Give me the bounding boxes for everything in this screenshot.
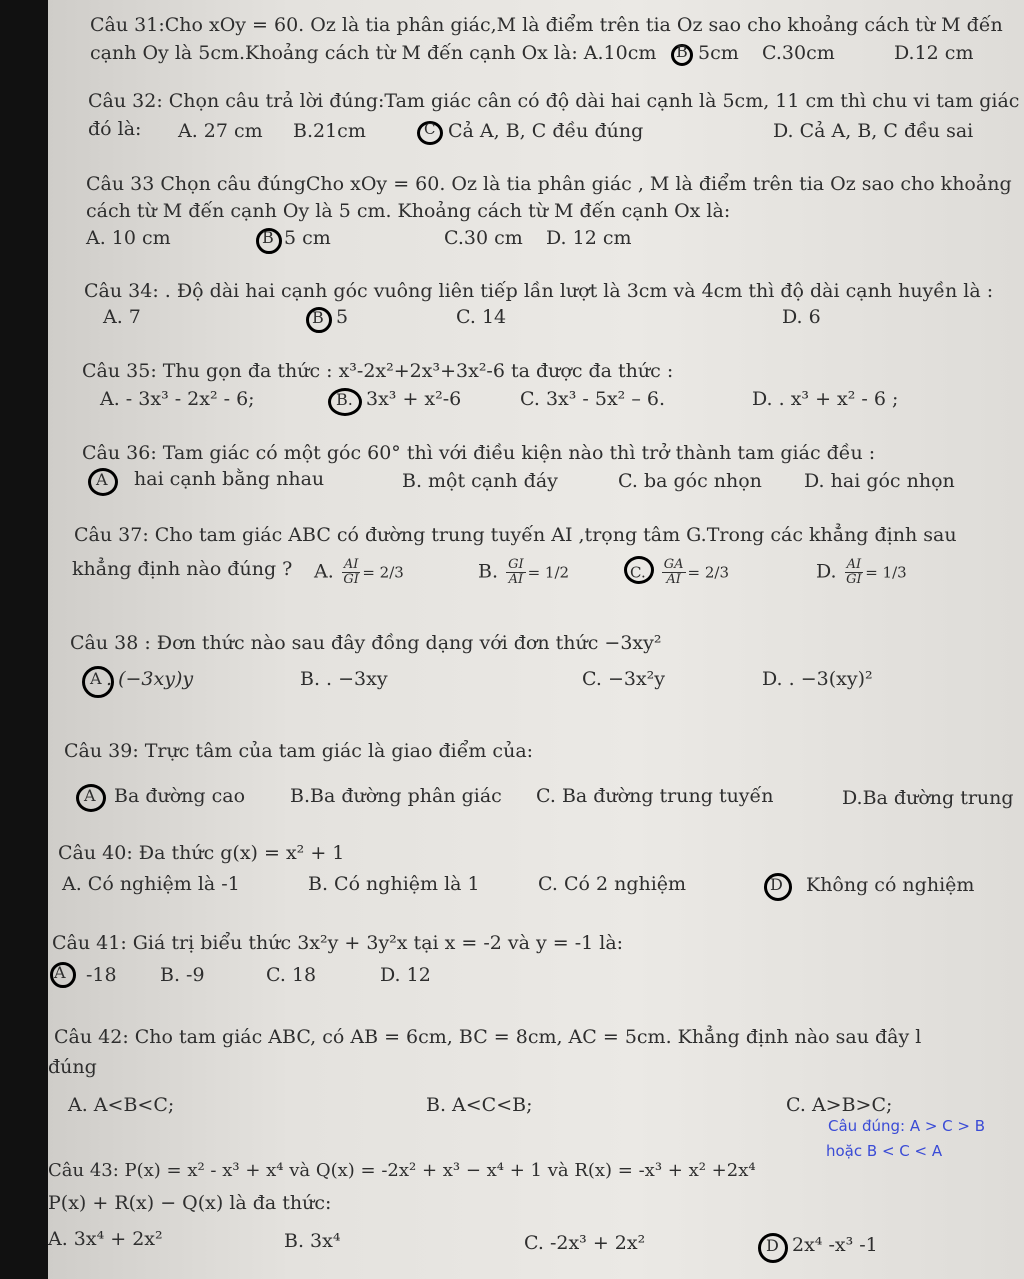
q40-option-d: Không có nghiệm [806,874,975,896]
q43-stem-line2: P(x) + R(x) − Q(x) là đa thức: [48,1192,332,1214]
q31-stem-line1: Câu 31:Cho xOy = 60. Oz là tia phân giác,M là điểm trên tia Oz sao cho khoảng cách từ M đến [90,14,1003,36]
q42-option-b: B. A<C<B; [426,1094,533,1116]
q33-option-d: D. 12 cm [546,227,632,249]
q37-option-d-letter: D. [816,560,837,583]
q32-stem-line2: đó là: [88,118,142,140]
q42-correct-note-2: hoặc B < C < A [826,1142,943,1160]
q37-d-denominator: GI [846,572,862,587]
q32-option-c-letter: C [424,120,436,138]
q37-option-b-fraction [506,558,526,587]
q37-b-denominator: AI [508,572,524,587]
q34-stem-line1: Câu 34: . Độ dài hai cạnh góc vuông liên tiếp lần lượt là 3cm và 4cm thì độ dài cạnh huyền là : [84,280,994,302]
q37-d-value: = 1/3 [865,563,907,582]
q39-option-c: C. Ba đường trung tuyến [536,785,774,807]
q38-stem-line1: Câu 38 : Đơn thức nào sau đây đồng dạng với đơn thức −3xy² [70,632,662,654]
q35-option-c: C. 3x³ - 5x² – 6. [520,388,665,410]
q35-option-b: 3x³ + x²-6 [366,388,462,410]
q41-option-a-letter: A [54,963,66,982]
q36-option-b: B. một cạnh đáy [402,470,558,492]
q37-d-numerator: AI [846,557,862,572]
q37-option-a-letter: A. [314,560,334,583]
q40-option-b: B. Có nghiệm là 1 [308,873,480,895]
q39-option-d: D.Ba đường trung [842,787,1014,809]
q39-option-a-letter: A [84,786,96,805]
q38-option-c: C. −3x²y [582,668,666,690]
q43-option-b: B. 3x⁴ [284,1230,341,1252]
q32-stem-line1: Câu 32: Chọn câu trả lời đúng:Tam giác cân có độ dài hai cạnh là 5cm, 11 cm thì chu vi tam giác [88,90,1020,112]
q38-option-d: D. . −3(xy)² [762,668,873,690]
q34-option-a: A. 7 [103,306,141,328]
q32-option-d: D. Cả A, B, C đều sai [773,120,974,142]
q43-option-d-letter: D [766,1236,779,1255]
q37-option-d [816,558,907,587]
q36-stem-line1: Câu 36: Tam giác có một góc 60° thì với điều kiện nào thì trở thành tam giác đều : [82,442,876,464]
q31-option-b-letter: B [676,42,688,61]
q37-option-c-letter: C. [630,563,646,582]
q42-correct-note-1: Câu đúng: A > C > B [828,1117,986,1135]
q41-option-c: C. 18 [266,964,317,986]
q37-a-denominator: GI [343,572,359,587]
q40-option-c: C. Có 2 nghiệm [538,873,687,895]
q31-option-c: C.30cm [762,42,835,64]
q37-option-c [630,558,729,587]
q40-option-a: A. Có nghiệm là -1 [62,873,240,895]
q39-stem-line1: Câu 39: Trực tâm của tam giác là giao điểm của: [64,740,534,762]
q32-option-b: B.21cm [293,120,366,142]
q33-stem-line2: cách từ M đến cạnh Oy là 5 cm. Khoảng cách từ M đến cạnh Ox là: [86,200,731,222]
q37-option-c-fraction [662,558,686,587]
q41-option-b: B. -9 [160,964,205,986]
q39-option-a: Ba đường cao [114,785,246,807]
q33-option-c: C.30 cm [444,227,523,249]
q39-option-b: B.Ba đường phân giác [290,785,502,807]
q31-stem-line2: cạnh Oy là 5cm.Khoảng cách từ M đến cạnh Ox là: A.10cm [90,42,657,64]
q37-option-a-fraction [342,558,361,587]
q35-option-a: A. - 3x³ - 2x² - 6; [100,388,255,410]
q35-stem-line1: Câu 35: Thu gọn đa thức : x³-2x²+2x³+3x²-6 ta được đa thức : [82,360,674,382]
q42-option-a: A. A<B<C; [68,1094,175,1116]
q41-option-d: D. 12 [380,964,431,986]
q43-stem-line1: Câu 43: P(x) = x² - x³ + x⁴ và Q(x) = -2x² + x³ − x⁴ + 1 và R(x) = -x³ + x² +2x⁴ [48,1160,756,1181]
q40-option-d-letter: D [770,875,783,894]
q34-option-d: D. 6 [782,306,821,328]
q32-option-c: Cả A, B, C đều đúng [448,120,644,142]
q34-option-b: 5 [336,306,349,328]
q43-option-c: C. -2x³ + 2x² [524,1232,646,1254]
q31-option-b: 5cm [698,42,739,64]
q34-option-b-letter: B [312,308,324,327]
q36-option-a-letter: A [96,470,108,489]
q43-option-d: 2x⁴ -x³ -1 [792,1234,878,1256]
q32-option-a: A. 27 cm [178,120,263,142]
q41-option-a: -18 [86,964,117,986]
q37-c-value: = 2/3 [687,563,730,582]
q41-stem-line1: Câu 41: Giá trị biểu thức 3x²y + 3y²x tại x = -2 và y = -1 là: [52,932,624,954]
q37-option-a [314,558,404,587]
q35-option-d: D. . x³ + x² - 6 ; [752,388,899,410]
q33-option-b: 5 cm [284,227,331,249]
q37-option-b [478,558,569,587]
q35-option-b-letter: B. [336,390,353,409]
q42-stem-line1: Câu 42: Cho tam giác ABC, có AB = 6cm, BC = 8cm, AC = 5cm. Khẳng định nào sau đây l [54,1026,922,1048]
q36-option-d: D. hai góc nhọn [804,470,955,492]
q37-option-b-letter: B. [478,560,499,583]
q37-b-numerator: GI [508,557,524,572]
q38-option-b: B. . −3xy [300,668,388,690]
q37-a-numerator: AI [343,557,359,572]
q37-b-value: = 1/2 [527,563,570,582]
q42-stem-line2: đúng [48,1056,97,1078]
q36-option-c: C. ba góc nhọn [618,470,762,492]
q33-option-a: A. 10 cm [86,227,171,249]
q43-option-a: A. 3x⁴ + 2x² [48,1228,163,1250]
q37-option-d-fraction [845,558,864,587]
q38-option-a: . (−3xy)y [106,668,194,690]
q42-option-c: C. A>B>C; [786,1094,893,1116]
q36-option-a: hai cạnh bằng nhau [134,468,325,490]
q40-stem-line1: Câu 40: Đa thức g(x) = x² + 1 [58,842,345,864]
q34-option-c: C. 14 [456,306,507,328]
q37-stem-line2: khẳng định nào đúng ? [72,558,293,580]
q33-stem-line1: Câu 33 Chọn câu đúngCho xOy = 60. Oz là tia phân giác , M là điểm trên tia Oz sao cho khoảng [86,173,1012,195]
q37-a-value: = 2/3 [362,563,404,582]
q38-option-a-letter: A [90,669,102,688]
q33-option-b-letter: B [262,228,274,247]
q31-option-d: D.12 cm [894,42,974,64]
q37-stem-line1: Câu 37: Cho tam giác ABC có đường trung tuyến AI ,trọng tâm G.Trong các khẳng định sau [74,524,957,546]
q37-c-denominator: AI [666,572,681,587]
exam-paper [48,0,1024,1279]
q37-c-numerator: GA [663,557,684,572]
